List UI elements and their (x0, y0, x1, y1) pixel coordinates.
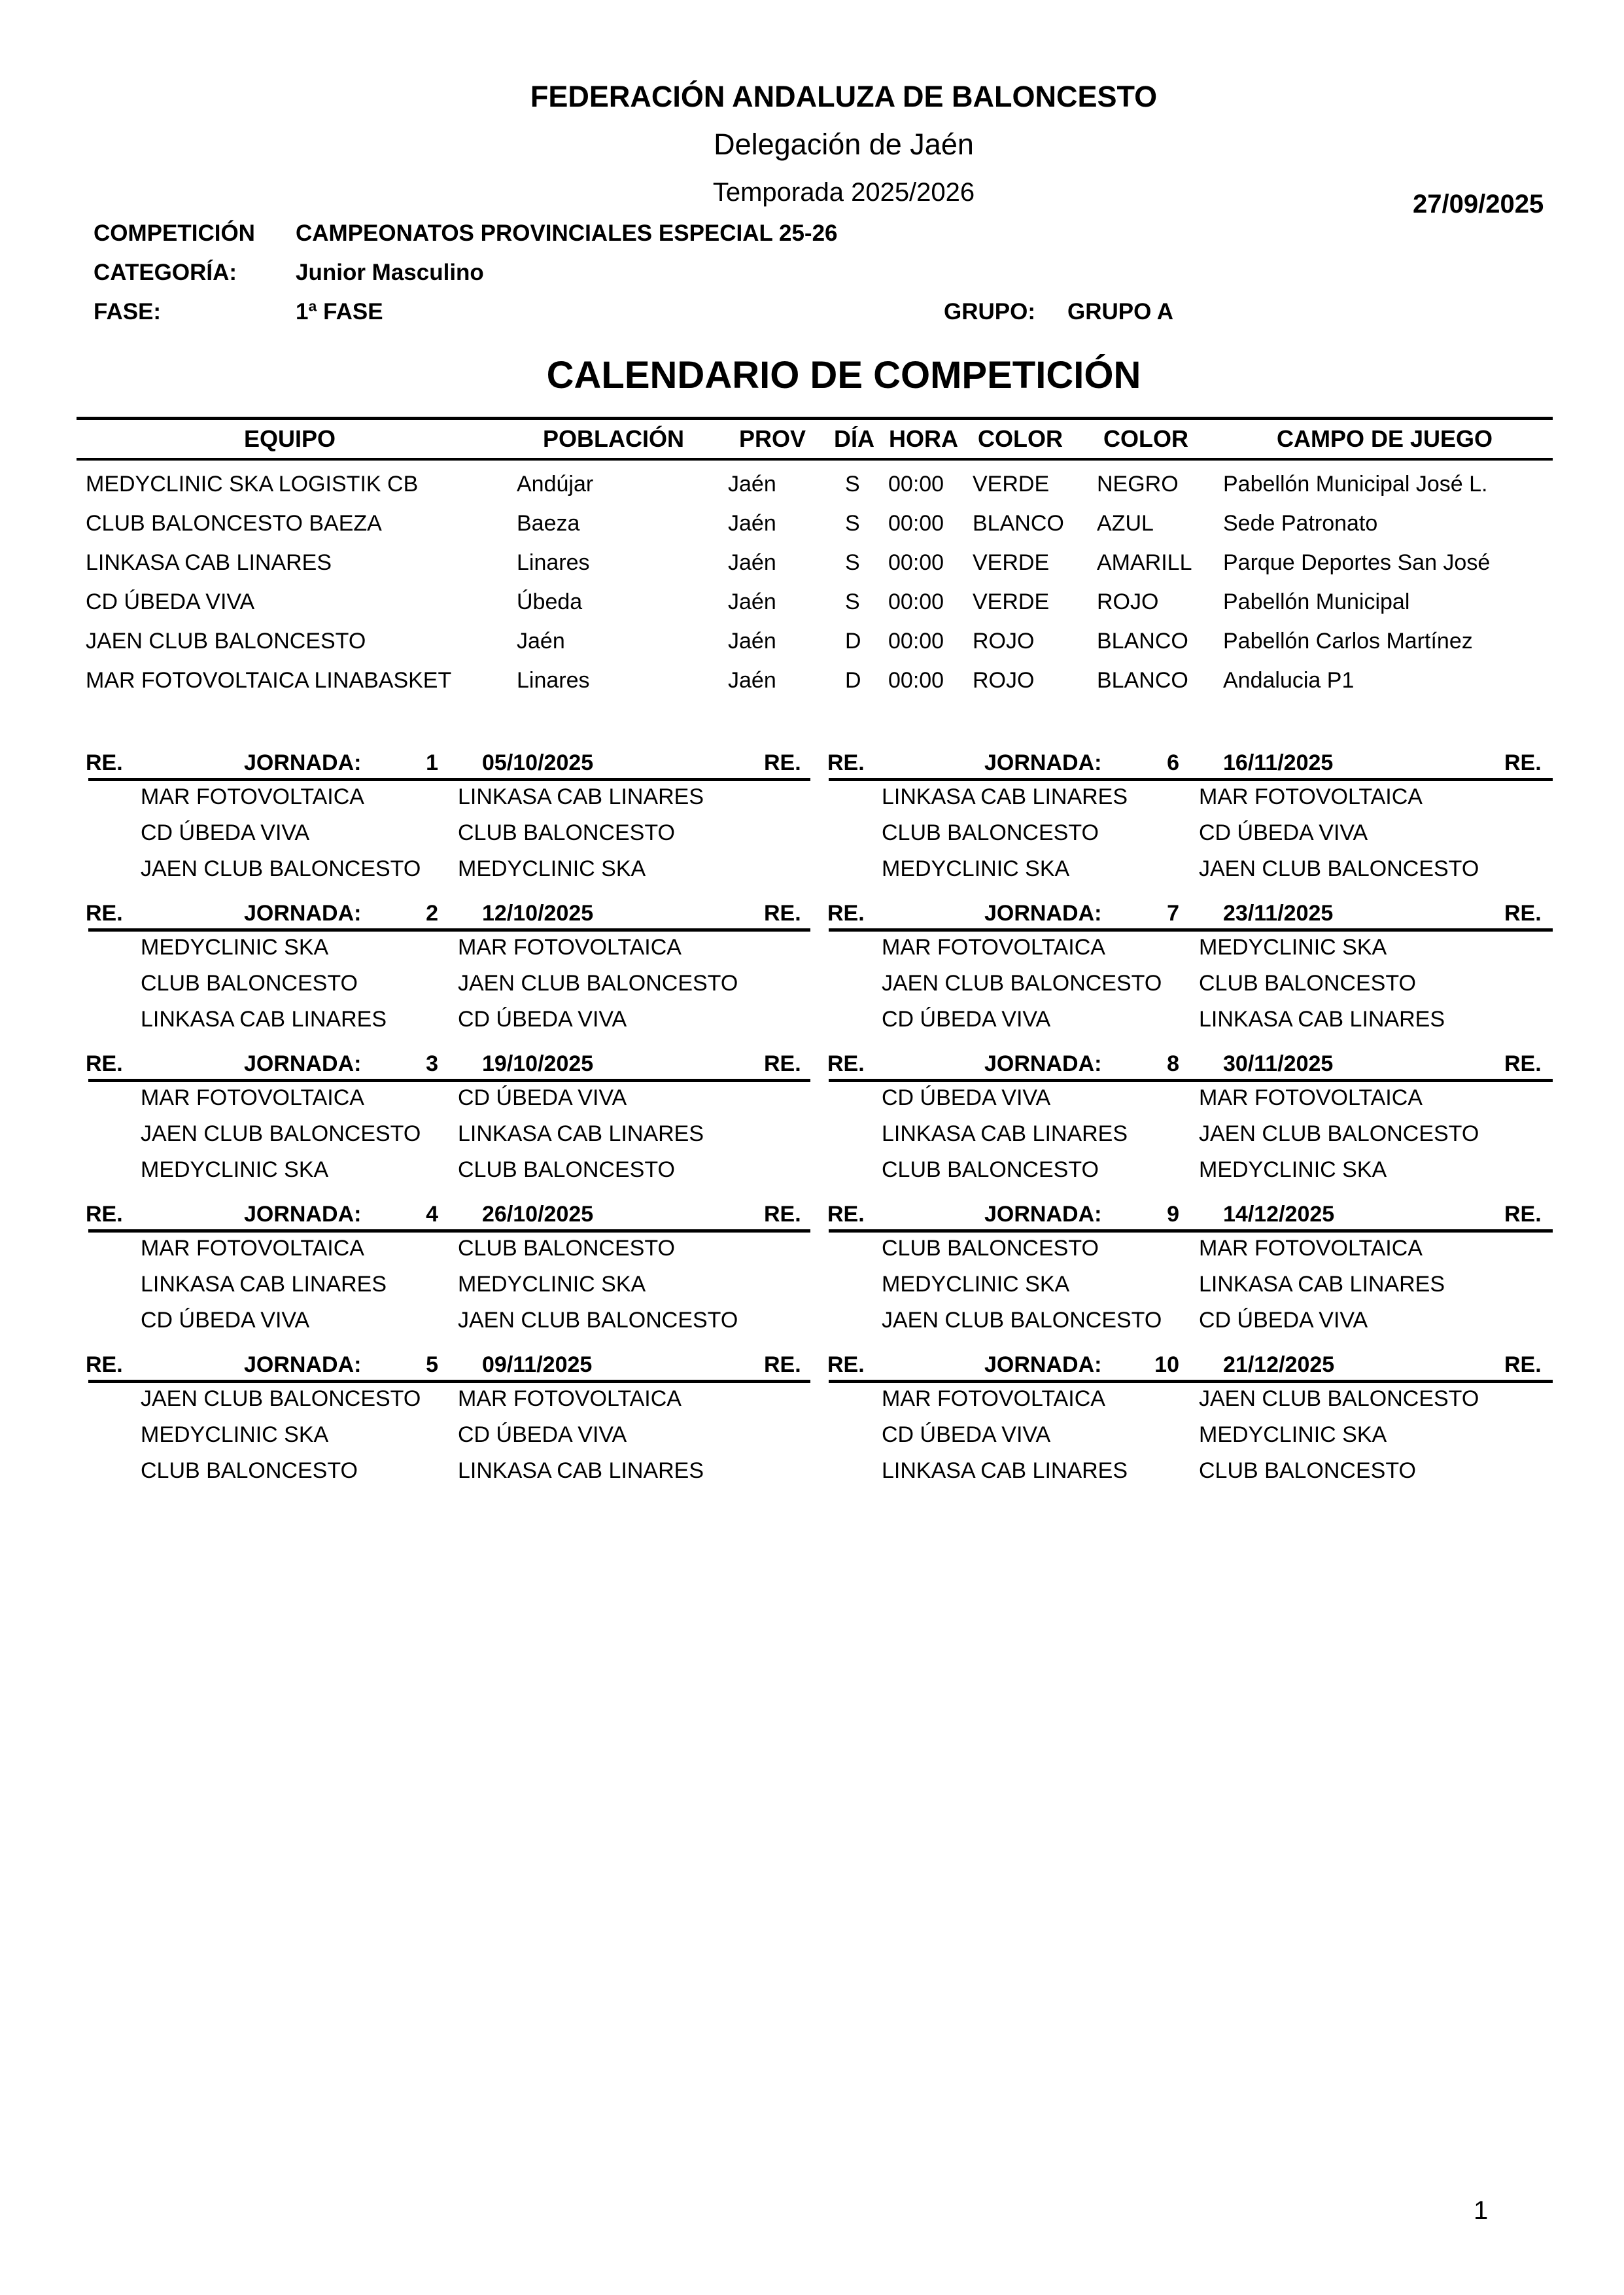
teams-table-cell: AZUL (1097, 511, 1154, 536)
round-re-label: RE. (764, 750, 801, 775)
teams-table-cell: 00:00 (888, 629, 944, 654)
game-away-team: JAEN CLUB BALONCESTO (1199, 1121, 1479, 1146)
game-away-team: CLUB BALONCESTO (458, 1157, 675, 1182)
game-away-team: CD ÚBEDA VIVA (1199, 1308, 1368, 1333)
game-away-team: JAEN CLUB BALONCESTO (458, 1308, 738, 1333)
round-re-label: RE. (764, 1051, 801, 1076)
game-away-team: CD ÚBEDA VIVA (458, 1007, 627, 1032)
round-jornada-label: JORNADA: (984, 750, 1102, 775)
teams-table-cell: Jaén (728, 550, 776, 575)
teams-table-cell: Úbeda (517, 589, 583, 614)
teams-table-cell: CLUB BALONCESTO BAEZA (86, 511, 382, 536)
game-home-team: MEDYCLINIC SKA (882, 1272, 1070, 1297)
game-away-team: CD ÚBEDA VIVA (458, 1422, 627, 1447)
teams-table-cell: 00:00 (888, 550, 944, 575)
game-home-team: JAEN CLUB BALONCESTO (882, 1308, 1162, 1333)
teams-table-cell: BLANCO (1097, 668, 1188, 693)
round-number: 9 (1167, 1202, 1179, 1227)
teams-table-cell: Linares (517, 668, 590, 693)
round-re-label: RE. (827, 901, 865, 926)
round-re-label: RE. (827, 750, 865, 775)
teams-table-cell: Parque Deportes San José (1223, 550, 1491, 575)
teams-table-cell: CD ÚBEDA VIVA (86, 589, 255, 614)
teams-table-cell: Pabellón Municipal (1223, 589, 1410, 614)
season-label: Temporada 2025/2026 (712, 178, 975, 207)
round-number: 5 (426, 1352, 438, 1377)
competition-label: COMPETICIÓN (94, 220, 255, 246)
game-away-team: LINKASA CAB LINARES (458, 1121, 704, 1146)
teams-table-cell: ROJO (973, 668, 1035, 693)
game-home-team: MEDYCLINIC SKA (141, 935, 329, 960)
teams-table-cell: Jaén (728, 511, 776, 536)
round-re-label: RE. (86, 1202, 123, 1227)
teams-table-cell: Jaén (728, 668, 776, 693)
game-away-team: JAEN CLUB BALONCESTO (458, 971, 738, 996)
teams-table-cell: VERDE (973, 472, 1050, 497)
round-number: 2 (426, 901, 438, 926)
round-date: 19/10/2025 (482, 1051, 594, 1076)
game-home-team: JAEN CLUB BALONCESTO (882, 971, 1162, 996)
round-re-label: RE. (86, 750, 123, 775)
round-re-label: RE. (86, 1352, 123, 1377)
teams-table-cell: 00:00 (888, 668, 944, 693)
page-number: 1 (1474, 2196, 1489, 2225)
round-date: 26/10/2025 (482, 1202, 594, 1227)
category-label: CATEGORÍA: (94, 260, 237, 285)
round-jornada-label: JORNADA: (984, 1051, 1102, 1076)
game-home-team: CLUB BALONCESTO (882, 1157, 1099, 1182)
phase-label: FASE: (94, 299, 162, 324)
game-home-team: JAEN CLUB BALONCESTO (141, 856, 421, 881)
round-rule (88, 1380, 810, 1383)
teams-table-column-header: EQUIPO (243, 425, 336, 452)
teams-table-cell: Pabellón Carlos Martínez (1223, 629, 1473, 654)
round-re-label: RE. (827, 1202, 865, 1227)
round-jornada-label: JORNADA: (244, 750, 362, 775)
teams-table-cell: 00:00 (888, 589, 944, 614)
round-jornada-label: JORNADA: (984, 901, 1102, 926)
game-away-team: LINKASA CAB LINARES (1199, 1272, 1445, 1297)
round-date: 21/12/2025 (1223, 1352, 1335, 1377)
game-home-team: CLUB BALONCESTO (882, 820, 1099, 845)
teams-table-cell: Jaén (517, 629, 565, 654)
teams-table-column-header: HORA (889, 425, 958, 452)
round-jornada-label: JORNADA: (244, 1051, 362, 1076)
round-re-label: RE. (827, 1352, 865, 1377)
teams-table-cell: VERDE (973, 589, 1050, 614)
game-home-team: CLUB BALONCESTO (141, 1458, 358, 1483)
game-home-team: LINKASA CAB LINARES (141, 1007, 387, 1032)
game-home-team: LINKASA CAB LINARES (882, 784, 1128, 809)
teams-table-cell: D (845, 668, 861, 693)
teams-table-cell: Baeza (517, 511, 580, 536)
round-jornada-label: JORNADA: (984, 1202, 1102, 1227)
round-number: 6 (1167, 750, 1179, 775)
teams-table-cell: S (845, 550, 860, 575)
game-home-team: MEDYCLINIC SKA (882, 856, 1070, 881)
game-home-team: CD ÚBEDA VIVA (882, 1422, 1051, 1447)
competition-value: CAMPEONATOS PROVINCIALES ESPECIAL 25-26 (296, 220, 838, 246)
game-away-team: MAR FOTOVOLTAICA (458, 1386, 682, 1411)
group-value: GRUPO A (1067, 299, 1174, 324)
game-away-team: LINKASA CAB LINARES (1199, 1007, 1445, 1032)
teams-table-cell: NEGRO (1097, 472, 1179, 497)
teams-table-cell: JAEN CLUB BALONCESTO (86, 629, 366, 654)
teams-table-cell: MEDYCLINIC SKA LOGISTIK CB (86, 472, 419, 497)
teams-table-cell: VERDE (973, 550, 1050, 575)
teams-table-cell: 00:00 (888, 472, 944, 497)
game-home-team: CD ÚBEDA VIVA (882, 1085, 1051, 1110)
round-re-label: RE. (827, 1051, 865, 1076)
table-header-rule (77, 458, 1553, 461)
round-number: 8 (1167, 1051, 1179, 1076)
game-home-team: MAR FOTOVOLTAICA (141, 1236, 364, 1261)
game-away-team: LINKASA CAB LINARES (458, 1458, 704, 1483)
game-away-team: MAR FOTOVOLTAICA (1199, 1085, 1423, 1110)
federation-title: FEDERACIÓN ANDALUZA DE BALONCESTO (530, 80, 1158, 113)
round-rule (88, 778, 810, 781)
game-home-team: JAEN CLUB BALONCESTO (141, 1121, 421, 1146)
teams-table-cell: 00:00 (888, 511, 944, 536)
round-re-label: RE. (1504, 1051, 1542, 1076)
game-home-team: MAR FOTOVOLTAICA (882, 935, 1105, 960)
round-re-label: RE. (86, 1051, 123, 1076)
teams-table-cell: Jaén (728, 472, 776, 497)
teams-table-cell: Jaén (728, 629, 776, 654)
round-jornada-label: JORNADA: (244, 1352, 362, 1377)
category-value: Junior Masculino (296, 260, 484, 285)
teams-table-cell: Sede Patronato (1223, 511, 1378, 536)
game-home-team: JAEN CLUB BALONCESTO (141, 1386, 421, 1411)
game-home-team: LINKASA CAB LINARES (882, 1458, 1128, 1483)
round-date: 30/11/2025 (1223, 1051, 1334, 1076)
game-home-team: CLUB BALONCESTO (882, 1236, 1099, 1261)
round-date: 05/10/2025 (482, 750, 594, 775)
round-date: 09/11/2025 (482, 1352, 593, 1377)
game-home-team: MEDYCLINIC SKA (141, 1157, 329, 1182)
round-rule (829, 778, 1553, 781)
round-re-label: RE. (764, 1202, 801, 1227)
game-away-team: MEDYCLINIC SKA (458, 856, 646, 881)
game-home-team: CD ÚBEDA VIVA (141, 820, 310, 845)
round-number: 10 (1154, 1352, 1179, 1377)
round-jornada-label: JORNADA: (244, 1202, 362, 1227)
round-re-label: RE. (1504, 901, 1542, 926)
round-number: 3 (426, 1051, 438, 1076)
game-away-team: CLUB BALONCESTO (1199, 971, 1416, 996)
round-date: 23/11/2025 (1223, 901, 1334, 926)
teams-table-cell: S (845, 511, 860, 536)
teams-table-cell: S (845, 472, 860, 497)
game-home-team: MEDYCLINIC SKA (141, 1422, 329, 1447)
game-away-team: MEDYCLINIC SKA (1199, 935, 1387, 960)
round-re-label: RE. (86, 901, 123, 926)
teams-table-cell: BLANCO (973, 511, 1064, 536)
round-rule (829, 1380, 1553, 1383)
game-away-team: JAEN CLUB BALONCESTO (1199, 856, 1479, 881)
round-date: 14/12/2025 (1223, 1202, 1335, 1227)
teams-table-column-header: CAMPO DE JUEGO (1276, 425, 1493, 452)
teams-table-cell: Jaén (728, 589, 776, 614)
round-date: 12/10/2025 (482, 901, 594, 926)
round-jornada-label: JORNADA: (984, 1352, 1102, 1377)
game-away-team: MEDYCLINIC SKA (1199, 1422, 1387, 1447)
game-home-team: CD ÚBEDA VIVA (882, 1007, 1051, 1032)
game-home-team: MAR FOTOVOLTAICA (141, 784, 364, 809)
calendar-title: CALENDARIO DE COMPETICIÓN (546, 354, 1141, 396)
game-away-team: CLUB BALONCESTO (458, 820, 675, 845)
round-rule (829, 1229, 1553, 1233)
game-away-team: CLUB BALONCESTO (1199, 1458, 1416, 1483)
teams-table-column-header: COLOR (978, 425, 1063, 452)
game-away-team: MAR FOTOVOLTAICA (458, 935, 682, 960)
teams-table-cell: BLANCO (1097, 629, 1188, 654)
game-away-team: LINKASA CAB LINARES (458, 784, 704, 809)
teams-table-column-header: COLOR (1103, 425, 1188, 452)
round-rule (88, 1079, 810, 1082)
round-number: 1 (426, 750, 438, 775)
game-away-team: MAR FOTOVOLTAICA (1199, 784, 1423, 809)
game-away-team: MEDYCLINIC SKA (1199, 1157, 1387, 1182)
game-away-team: CLUB BALONCESTO (458, 1236, 675, 1261)
teams-table-cell: ROJO (1097, 589, 1159, 614)
table-top-rule (77, 417, 1553, 420)
teams-table-cell: MAR FOTOVOLTAICA LINABASKET (86, 668, 452, 693)
teams-table-cell: LINKASA CAB LINARES (86, 550, 332, 575)
game-home-team: CD ÚBEDA VIVA (141, 1308, 310, 1333)
game-away-team: JAEN CLUB BALONCESTO (1199, 1386, 1479, 1411)
teams-table-cell: D (845, 629, 861, 654)
teams-table-column-header: POBLACIÓN (543, 425, 684, 452)
round-re-label: RE. (1504, 1202, 1542, 1227)
group-label: GRUPO: (944, 299, 1035, 324)
game-away-team: CD ÚBEDA VIVA (1199, 820, 1368, 845)
phase-value: 1ª FASE (296, 299, 383, 324)
round-re-label: RE. (764, 1352, 801, 1377)
game-home-team: LINKASA CAB LINARES (882, 1121, 1128, 1146)
game-home-team: MAR FOTOVOLTAICA (882, 1386, 1105, 1411)
round-rule (88, 1229, 810, 1233)
teams-table-cell: ROJO (973, 629, 1035, 654)
teams-table-cell: AMARILL (1097, 550, 1192, 575)
teams-table-cell: Linares (517, 550, 590, 575)
game-away-team: MEDYCLINIC SKA (458, 1272, 646, 1297)
teams-table-cell: Pabellón Municipal José L. (1223, 472, 1488, 497)
round-jornada-label: JORNADA: (244, 901, 362, 926)
round-re-label: RE. (764, 901, 801, 926)
game-away-team: MAR FOTOVOLTAICA (1199, 1236, 1423, 1261)
print-date: 27/09/2025 (1413, 190, 1544, 219)
round-re-label: RE. (1504, 750, 1542, 775)
game-home-team: LINKASA CAB LINARES (141, 1272, 387, 1297)
game-away-team: CD ÚBEDA VIVA (458, 1085, 627, 1110)
game-home-team: MAR FOTOVOLTAICA (141, 1085, 364, 1110)
teams-table-cell: S (845, 589, 860, 614)
round-number: 4 (426, 1202, 438, 1227)
round-rule (829, 928, 1553, 932)
teams-table-cell: Andalucia P1 (1223, 668, 1355, 693)
teams-table-column-header: DÍA (834, 425, 874, 452)
round-date: 16/11/2025 (1223, 750, 1334, 775)
teams-table-column-header: PROV (738, 425, 806, 452)
round-rule (829, 1079, 1553, 1082)
teams-table-cell: Andújar (517, 472, 594, 497)
delegation-subtitle: Delegación de Jaén (714, 128, 974, 161)
round-rule (88, 928, 810, 932)
round-re-label: RE. (1504, 1352, 1542, 1377)
round-number: 7 (1167, 901, 1179, 926)
game-home-team: CLUB BALONCESTO (141, 971, 358, 996)
